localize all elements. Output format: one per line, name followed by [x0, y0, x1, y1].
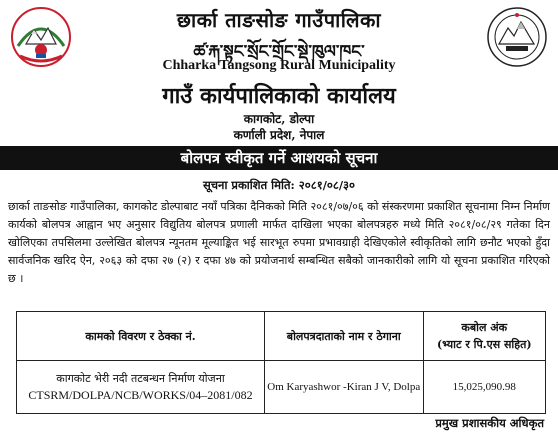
contract-number: CTSRM/DOLPA/NCB/WORKS/04–2081/082 — [28, 388, 253, 402]
office-province: कर्णाली प्रदेश, नेपाल — [233, 128, 325, 142]
municipality-name-english: Chharka Tangsong Rural Municipality — [162, 58, 396, 73]
municipality-name-nepali: छार्का ताङसोङ गाउँपालिका — [176, 8, 382, 32]
work-description-cell — [17, 361, 265, 414]
header-bidder: बोलपत्रदाताको नाम र ठेगाना — [264, 312, 423, 361]
header-amount-note: (भ्याट र पि.एस सहित) — [436, 338, 532, 351]
municipality-name-tibetan: ཚ་རྐ་སྟང་སྲོང་གྲོང་སྡེ་ཁུལ་ཁང་ — [193, 42, 365, 62]
published-date: सूचना प्रकाशित मिति: २०८१/०८/३० — [202, 178, 356, 192]
bidder-cell: Om Karyashwor -Kiran J V, Dolpa — [264, 361, 423, 414]
office-location: कागकोट, डोल्पा — [243, 112, 315, 126]
header-amount-label: कबोल अंक — [461, 321, 508, 334]
table-row — [17, 361, 546, 414]
work-name: कागकोट भेरी नदी तटबन्धन निर्माण योजना — [56, 372, 225, 385]
nepal-emblem-icon — [10, 6, 72, 68]
header-amount — [423, 312, 545, 361]
notice-body: छार्का ताङसोङ गाउँपालिका, कागकोट डोल्पाबाट नयाँ पत्रिका दैनिकको मिति २०८१/०७/०६ को संस्करणमा प्रकाशित सूचनामा निम्न निर्माण कार्यको बोलपत्र आह्वान भए अनुसार विद्युतिय बोलपत्र प्रणाली मार्फत दाखिला भएका बोलपत्रहरु मध्ये मिति २०८१/०८/२९ गतेका दिन खोलिएका तपसिलमा उल्लेखित बोलपत्र न्यूनतम मूल्याङ्कित भई सारभूत रुपमा प्रभावग्राही देखिएकोले स्वीकृतिको लागि छनौट भएको हुँदा सार्वजनिक खरिद ऐन, २०६३ को दफा २७ (२) र दफा ४७ को प्रयोजनार्थ सम्बन्धित सबैको जानकारीको लागि यो सूचना प्रकाशित गरिएको छ । — [8, 200, 550, 285]
amount-cell: 15,025,090.98 — [423, 361, 545, 414]
municipality-logo-icon — [486, 6, 548, 68]
office-name: गाउँ कार्यपालिकाको कार्यालय — [162, 83, 396, 109]
signoff-title: प्रमुख प्रशासकीय अधिकृत — [435, 416, 544, 430]
bid-table — [16, 311, 546, 414]
table-header-row — [17, 312, 546, 361]
notice-title-banner: बोलपत्र स्वीकृत गर्ने आशयको सूचना — [0, 146, 558, 170]
header-work-description: कामको विवरण र ठेक्का नं. — [17, 312, 265, 361]
